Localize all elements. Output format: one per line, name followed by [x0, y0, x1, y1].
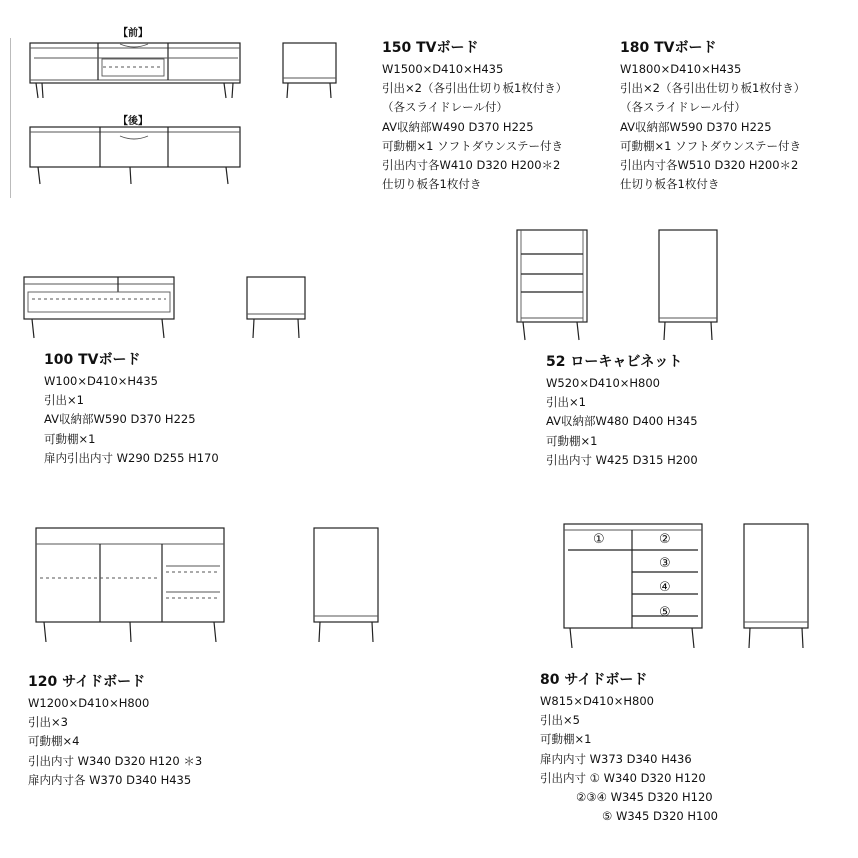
low-cabinet-52-spec: [546, 352, 698, 470]
sideboard-80-side-drawing: [742, 522, 812, 652]
tv-board-100-title: 100 TVボード: [44, 352, 141, 368]
tv-board-back-drawing: [28, 124, 243, 186]
spec-line: 扉内内寸 W373 D340 H436: [540, 751, 692, 766]
spec-line: 扉内引出内寸 W290 D255 H170: [44, 450, 219, 465]
low-cabinet-front-drawing: [515, 228, 590, 343]
spec-line: 可動棚×4: [28, 734, 80, 749]
spec-line: ②③④ W345 D320 H120: [576, 790, 713, 805]
tv-board-100-spec: [44, 350, 219, 468]
spec-line: 引出×5: [540, 713, 580, 728]
spec-line: 可動棚×1: [44, 431, 96, 446]
spec-line: W1200×D410×H800: [28, 696, 150, 710]
spec-line: 可動棚×1 ソフトダウンステー付き: [620, 138, 802, 153]
spec-line: AV収納部W590 D370 H225: [44, 412, 196, 427]
spec-line: AV収納部W480 D400 H345: [546, 414, 698, 429]
sideboard-120-front-drawing: [34, 526, 229, 644]
sideboard-80-front-drawing: [562, 522, 707, 652]
drawer-number-1: ①: [593, 532, 605, 547]
spec-line: W520×D410×H800: [546, 376, 660, 390]
front-view-label: 【前】: [118, 28, 148, 39]
spec-line: 引出×2（各引出仕切り板1枚付き）: [620, 81, 806, 96]
tv-board-150-title: 150 TVボード: [382, 40, 479, 56]
sideboard-80-spec: [540, 670, 718, 826]
tv-board-100-side-drawing: [244, 274, 309, 342]
spec-line: 仕切り板各1枚付き: [382, 177, 482, 192]
spec-line: 引出×1: [546, 395, 586, 410]
drawer-number-4: ④: [659, 580, 671, 595]
spec-line: 引出内寸 ① W340 D320 H120: [540, 770, 706, 785]
spec-line: W815×D410×H800: [540, 694, 654, 708]
spec-line: AV収納部W490 D370 H225: [382, 119, 534, 134]
spec-line: W100×D410×H435: [44, 374, 158, 388]
spec-line: 仕切り板各1枚付き: [620, 177, 720, 192]
spec-line: （各スライドレール付）: [382, 100, 508, 115]
spec-line: 引出内寸各W410 D320 H200＊2: [382, 158, 561, 173]
tv-board-100-front-drawing: [22, 274, 177, 342]
low-cabinet-52-title: 52 ローキャビネット: [546, 354, 683, 370]
spec-line: 引出内寸 W425 D315 H200: [546, 452, 698, 467]
tv-board-side-drawing: [280, 40, 340, 100]
spec-line: 引出内寸各W510 D320 H200＊2: [620, 158, 799, 173]
sideboard-120-title: 120 サイドボード: [28, 674, 146, 690]
spec-line: 引出×1: [44, 393, 84, 408]
spec-line: 引出×3: [28, 715, 68, 730]
sideboard-120-side-drawing: [312, 526, 382, 644]
back-view-label: 【後】: [118, 116, 148, 127]
frame-line-left: [10, 38, 11, 198]
spec-line: AV収納部W590 D370 H225: [620, 119, 772, 134]
drawer-number-5: ⑤: [659, 605, 671, 620]
spec-line: W1500×D410×H435: [382, 62, 504, 76]
tv-board-front-drawing: [28, 40, 243, 100]
sideboard-120-spec: [28, 672, 202, 790]
spec-line: 可動棚×1: [546, 433, 598, 448]
spec-line: W1800×D410×H435: [620, 62, 742, 76]
spec-line: 引出内寸 W340 D320 H120 ＊3: [28, 753, 203, 768]
low-cabinet-side-drawing: [657, 228, 722, 343]
spec-line: 扉内内寸各 W370 D340 H435: [28, 772, 192, 787]
spec-line: 引出×2（各引出仕切り板1枚付き）: [382, 81, 568, 96]
spec-line: 可動棚×1: [540, 732, 592, 747]
tv-board-180-spec: [620, 38, 805, 194]
drawer-number-2: ②: [659, 532, 671, 547]
spec-line: （各スライドレール付）: [620, 100, 746, 115]
tv-board-150-spec: [382, 38, 567, 194]
spec-line: ⑤ W345 D320 H100: [602, 809, 718, 824]
spec-line: 可動棚×1 ソフトダウンステー付き: [382, 138, 564, 153]
sideboard-80-title: 80 サイドボード: [540, 672, 648, 688]
drawer-number-3: ③: [659, 556, 671, 571]
tv-board-180-title: 180 TVボード: [620, 40, 717, 56]
